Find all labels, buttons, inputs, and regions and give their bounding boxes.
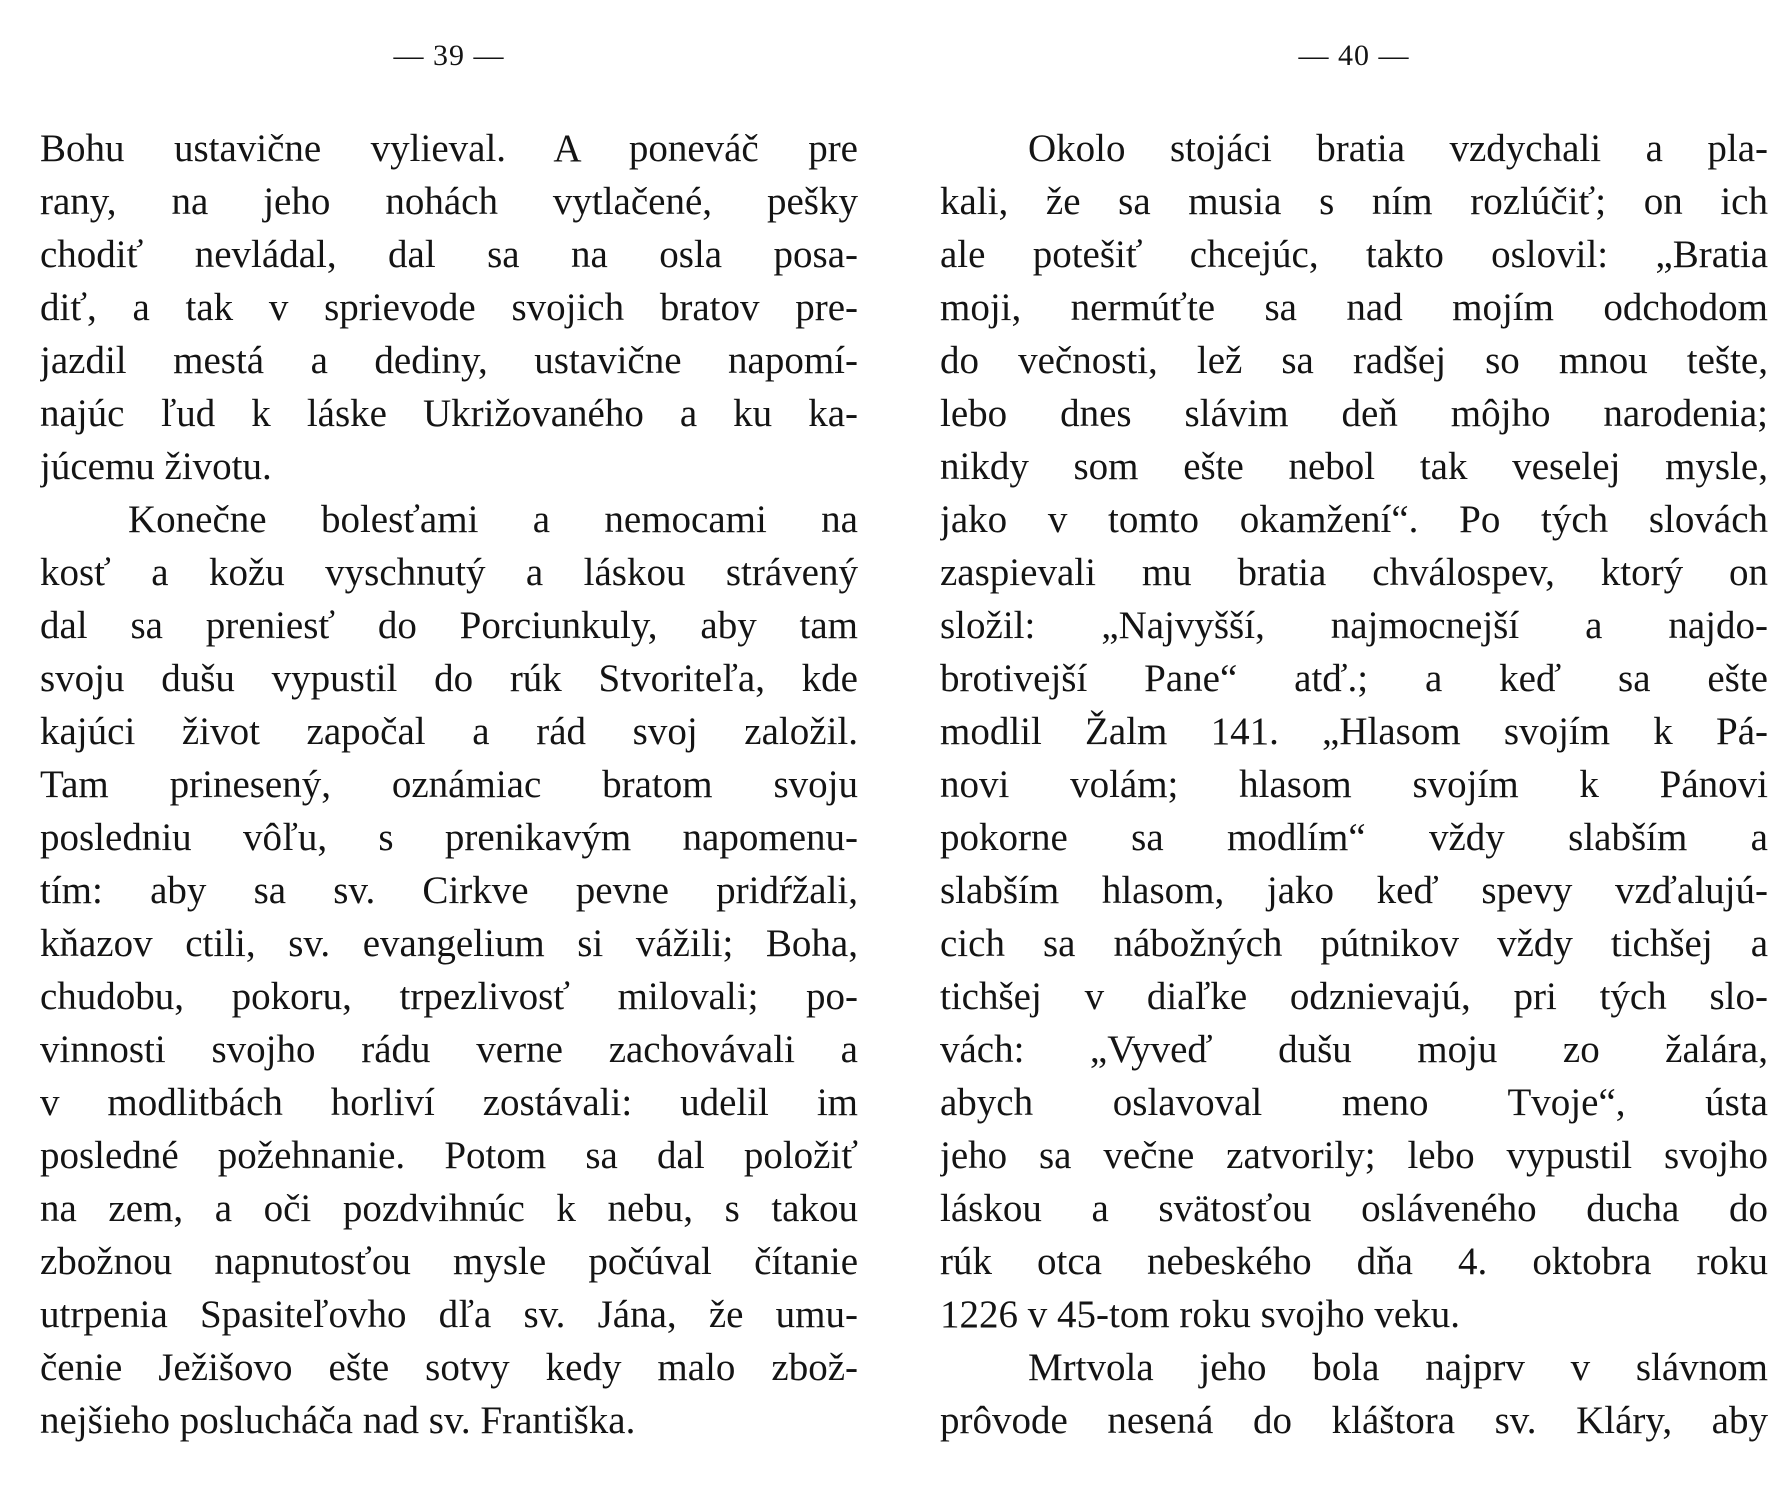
text-line: 1226 v 45-tom roku svojho veku. <box>940 1293 1460 1336</box>
right-page <box>940 0 1768 1500</box>
left-page <box>40 0 858 1500</box>
text-line: novi volám; hlasom svojím k Pánovi <box>940 763 1768 806</box>
text-line: zaspievali mu bratia chválospev, ktorý on <box>940 551 1768 594</box>
text-line: rany, na jeho nohách vytlačené, pešky <box>40 180 858 223</box>
text-line: nejšieho poslucháča nad sv. Františka. <box>40 1399 636 1442</box>
text-line: svoju dušu vypustil do rúk Stvoriteľa, kde <box>40 657 858 700</box>
text-line: jeho sa večne zatvorily; lebo vypustil svojho <box>940 1134 1768 1177</box>
text-line: na zem, a oči pozdvihnúc k nebu, s takou <box>40 1187 858 1230</box>
text-line: prôvode nesená do kláštora sv. Kláry, aby <box>940 1399 1768 1442</box>
paragraph-start-line: Mrtvola jeho bola najprv v slávnom <box>1028 1346 1768 1389</box>
text-line: čenie Ježišovo ešte sotvy kedy malo zbož- <box>40 1346 858 1389</box>
text-line: dal sa preniesť do Porciunkuly, aby tam <box>40 604 858 647</box>
text-line: posledné požehnanie. Potom sa dal položiť <box>40 1134 858 1177</box>
text-line: zbožnou napnutosťou mysle počúval čítanie <box>40 1240 858 1283</box>
paragraph-start-line: Konečne bolesťami a nemocami na <box>128 498 858 541</box>
text-line: jako v tomto okamžení“. Po tých slovách <box>940 498 1768 541</box>
text-line: do večnosti, lež sa radšej so mnou tešte, <box>940 339 1768 382</box>
text-line: pokorne sa modlím“ vždy slabším a <box>940 816 1768 859</box>
text-line: Tam prinesený, oznámiac bratom svoju <box>40 763 858 806</box>
text-line: ale potešiť chcejúc, takto oslovil: „Bratia <box>940 233 1768 276</box>
right-page-text <box>940 122 1768 1447</box>
text-line: utrpenia Spasiteľovho dľa sv. Jána, že umu- <box>40 1293 858 1336</box>
text-line: tím: aby sa sv. Cirkve pevne pridŕžali, <box>40 869 858 912</box>
text-line: kňazov ctili, sv. evangelium si vážili; Boha, <box>40 922 858 965</box>
text-line: nikdy som ešte nebol tak veselej mysle, <box>940 445 1768 488</box>
text-line: vinnosti svojho rádu verne zachovávali a <box>40 1028 858 1071</box>
text-line: cich sa nábožných pútnikov vždy tichšej a <box>940 922 1768 965</box>
text-line: jazdil mestá a dediny, ustavične napomí- <box>40 339 858 382</box>
text-line: kajúci život započal a rád svoj založil. <box>40 710 858 753</box>
text-line: kosť a kožu vyschnutý a láskou strávený <box>40 551 858 594</box>
left-page-text <box>40 122 858 1447</box>
text-line: kali, že sa musia s ním rozlúčiť; on ich <box>940 180 1768 223</box>
text-line: Bohu ustavične vylieval. A poneváč pre <box>40 127 858 170</box>
page-number-right: — 40 — <box>1298 39 1410 72</box>
text-line: rúk otca nebeského dňa 4. oktobra roku <box>940 1240 1768 1283</box>
text-line: modlil Žalm 141. „Hlasom svojím k Pá- <box>940 710 1768 753</box>
text-line: chodiť nevládal, dal sa na osla posa- <box>40 233 858 276</box>
page-number-left: — 39 — <box>393 39 505 72</box>
text-line: brotivejší Pane“ atď.; a keď sa ešte <box>940 657 1768 700</box>
text-line: vách: „Vyveď dušu moju zo žalára, <box>940 1028 1768 1071</box>
text-line: posledniu vôľu, s prenikavým napomenu- <box>40 816 858 859</box>
text-line: slabším hlasom, jako keď spevy vzďalujú- <box>940 869 1768 912</box>
text-line: v modlitbách horliví zostávali: udelil im <box>40 1081 858 1124</box>
text-line: diť, a tak v sprievode svojich bratov pre- <box>40 286 858 329</box>
paragraph-start-line: Okolo stojáci bratia vzdychali a pla- <box>1028 127 1768 170</box>
text-line: najúc ľud k láske Ukrižovaného a ku ka- <box>40 392 858 435</box>
text-line: chudobu, pokoru, trpezlivosť milovali; po- <box>40 975 858 1018</box>
text-line: moji, nermúťte sa nad mojím odchodom <box>940 286 1768 329</box>
text-line: tichšej v diaľke odznievajú, pri tých slo- <box>940 975 1768 1018</box>
text-line: abych oslavoval meno Tvoje“, ústa <box>940 1081 1768 1124</box>
text-line: láskou a svätosťou osláveného ducha do <box>940 1187 1768 1230</box>
text-line: složil: „Najvyšší, najmocnejší a najdo- <box>940 604 1768 647</box>
text-line: júcemu životu. <box>40 445 272 488</box>
text-line: lebo dnes slávim deň môjho narodenia; <box>940 392 1768 435</box>
